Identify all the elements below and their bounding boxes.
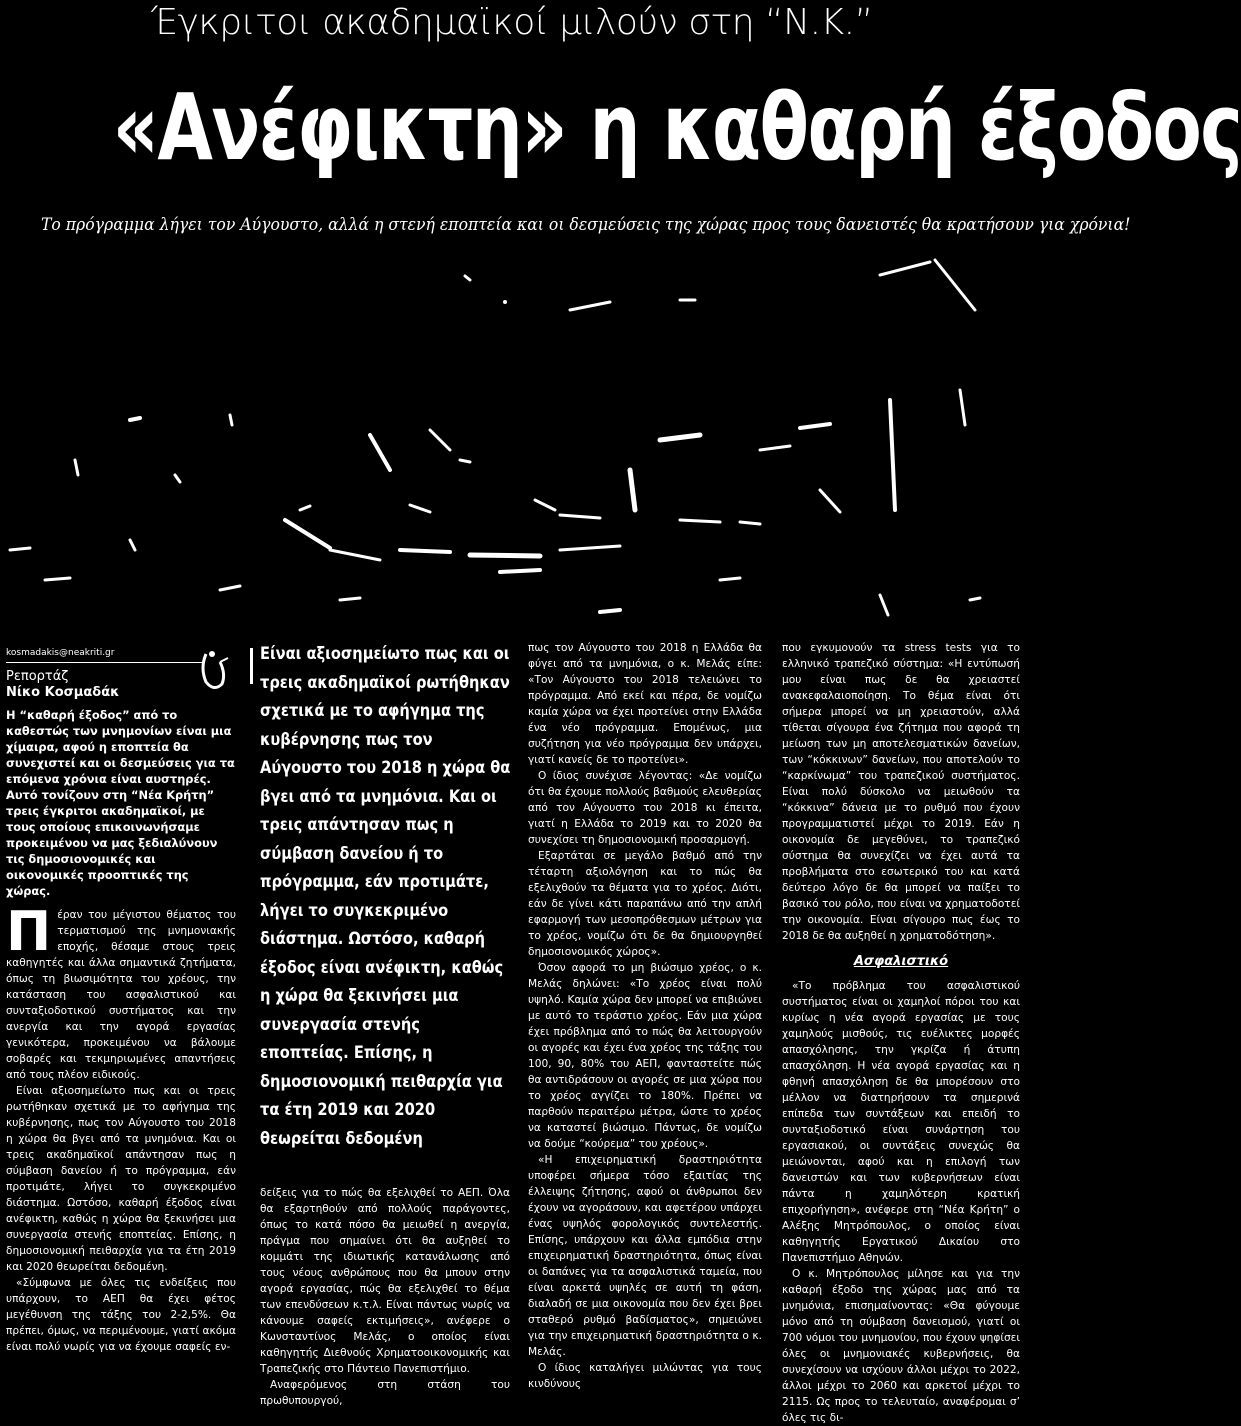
- body-paragraph: Αναφερόμενος στη στάση του πρωθυπουργού,: [260, 1379, 510, 1407]
- body-paragraph: Εξαρτάται σε μεγάλο βαθμό από την τέταρτη αξιολόγηση και το πώς θα εξελιχθούν τα θέματα για το χρέος. Διότι, εάν δε γίνει κάτι παραπάνω από την απλή εφαρμογή των μεσοπρόθεσμων μέτρων για το χρέος, νομίζω ότι δε θα δημιουργηθεί δημοσιονομικός χώρος».: [528, 850, 762, 958]
- section-heading: Ασφαλιστικό: [853, 954, 949, 969]
- body-paragraph: δείξεις για το πώς θα εξελιχθεί το ΑΕΠ. Όλα θα εξαρτηθούν από πολλούς παράγοντες, όπως το κατά πόσο θα μειωθεί η ανεργία, πράγμα που σημαίνει ότι θα αυξηθεί το κομμάτι της ιδιωτικής κατανάλωσης από τους νέους ανθρώπους που θα μπουν στην αγορά εργασίας, πώς θα εξελιχθεί το θέμα των επενδύσεων κ.τ.λ. Είναι πάντως νωρίς να κάνουμε σαφείς εκτιμήσεις», ανέφερε ο Κωνσταντίνος Μελάς, ο οποίος είναι καθηγητής Διεθνούς Χρηματοοικονομικής και Τραπεζικής στο Πάντειο Πανεπιστήμιο.: [260, 1187, 510, 1375]
- body-paragraph: «Η επιχειρηματική δραστηριότητα υποφέρει σήμερα τόσο εξαιτίας της έλλειψης ζήτησης, αφού οι άνθρωποι δεν έχουν να αγοράσουν, και αφετέρου υπάρχει ένας υψηλός φορολογικός συντελεστής. Επίσης, υπάρχουν και άλλα εμπόδια στην επιχειρηματική δραστηριότητα, όπως είναι οι δαπάνες για τα ασφαλιστικά ταμεία, που είναι αρκετά υψηλές σε αυτή τη φάση, διαλαδή σε μια οικονομία που δεν έχει βρει σταθερό ρυθμό βαδίσματος», σημειώνει για την επιχειρηματική δραστηριότητα ο κ. Μελάς.: [528, 1154, 762, 1358]
- byline-role: Ρεπορτάζ: [6, 669, 69, 684]
- column-1: [6, 645, 236, 1355]
- column-3: [528, 640, 762, 1392]
- body-paragraph: που εγκυμονούν τα stress tests για το ελληνικό τραπεζικό σύστημα: «Η εντύπωσή μου είναι πως δε θα χρειαστεί ανακεφαλαιοποίηση. Το θέμα είναι ότι σήμερα μπορεί να μη χρειαστούν, αλλά τίθεται σίγουρα ένα ζήτημα που αφορά τη μείωση των μη αποτελεσματικών δανείων, των “κόκκινων” δανείων, που αποτελούν το “καρκίνωμα” του τραπεζικού συστήματος. Είναι πολύ δύσκολο να μειωθούν τα “κόκκινα” δάνεια με το ρυθμό που έχουν προγραμματιστεί μέχρι το 2019. Εάν η οικονομία δε μεγεθύνει, το τραπεζικό σύστημα θα συνεχίζει να έχει αυτά τα προβλήματα στο εσωτερικό του και κατά δεύτερο λόγο δε θα μπορεί να παίξει το βασικό του ρόλο, που είναι να χρηματοδοτεί την οικονομία. Είναι σίγουρο πως έως το 2018 δε θα αυξηθεί η χρηματοδότηση».: [782, 642, 1020, 942]
- body-paragraph: Ο ίδιος συνέχισε λέγοντας: «Δε νομίζω ότι θα έχουμε πολλούς βαθμούς ελευθερίας από τον Αύγουστο του 2018 κι έπειτα, γιατί η Ελλάδα το 2019 και το 2020 θα συνεχίσει τη δημοσιονομική προσαρμογή.: [528, 770, 762, 846]
- body-paragraph: Όσον αφορά το μη βιώσιμο χρέος, ο κ. Μελάς δηλώνει: «Το χρέος είναι πολύ υψηλό. Καμία χώρα δεν μπορεί να επιβιώνει με αυτό το τεράστιο χρέος. Εάν μια χώρα έχει πρόβλημα από το πώς θα λειτουργούν οι αγορές και έχει ένα χρέος της τάξης του 100, 90, 80% του ΑΕΠ, φανταστείτε πώς θα αντιδράσουν οι αγορές σε μια χώρα που το χρέος αγγίζει το 180%. Πρέπει να παρθούν περαιτέρω μέτρα, ώστε το χρέος να καταστεί βιώσιμο. Πάντως, δε νομίζω να δούμε “κούρεμα” του χρέους».: [528, 962, 762, 1150]
- body-paragraph: Ο ίδιος καταλήγει μιλώντας για τους κινδύνους: [528, 1362, 762, 1390]
- body-paragraph: «Σύμφωνα με όλες τις ενδείξεις που υπάρχουν, το ΑΕΠ θα έχει φέτος μεγέθυνση της τάξης του 2-2,5%. Θα πρέπει, όμως, να περιμένουμε, γιατί ακόμα είναι πολύ νωρίς για να έχουμε σαφείς εν-: [6, 1277, 236, 1353]
- body-paragraph: Πέραν του μέγιστου θέματος του τερματισμού της μνημονιακής εποχής, θέσαμε στους τρεις καθηγητές και άλλα σημαντικά ζητήματα, όπως τη βιωσιμότητα του χρέους, την κατάσταση του ασφαλιστικού και συνταξιοδοτικού συστήματος και την ανεργία και την αγορά εργασίας γενικότερα, προκειμένου να βάλουμε σοβαρές και τεκμηριωμένες απαντήσεις από τους πλέον ειδικούς.: [6, 900, 236, 1081]
- pullquote-bar: [250, 648, 253, 684]
- body-paragraph: Ο κ. Μητρόπουλος μίλησε και για την καθαρή έξοδο της χώρας μας από τα μνημόνια, επισημαίνοντας: «Θα φύγουμε μόνο από τη σύμβαση δανεισμού, γιατί οι 700 νόμοι του μνημονίου, που έχουν ψηφίσει όλες οι μνημονιακές κυβερνήσεις, θα συνεχίσουν να ισχύουν άλλοι μέχρι το 2022, άλλοι μέχρι το 2060 και αρκετοί μέχρι το 2115. Ως προς το τελευταίο, αναφέρομαι σ’ όλες τις δι-: [782, 1268, 1020, 1424]
- body-paragraph: πως τον Αύγουστο του 2018 η Ελλάδα θα φύγει από τα μνημόνια, ο κ. Μελάς είπε: «Τον Αύγουστο του 2018 τελειώνει το πρόγραμμα. Από εκεί και πέρα, δε νομίζω καμία χώρα να έχει προτείνει στην Ελλάδα ένα νέο πρόγραμμα. Επομένως, μια συζήτηση για νέο πρόγραμμα δεν υπάρχει, γιατί κανείς δε το προτείνει».: [528, 642, 762, 766]
- byline-name: Νίκο Κοσμαδάκ: [6, 685, 120, 700]
- photo-area: [0, 250, 1024, 640]
- lead-paragraph: Η “καθαρή έξοδος” από το καθεστώς των μνημονίων είναι μια χίμαιρα, αφού η εποπτεία θα συνεχιστεί και οι δεσμεύσεις για τα επόμενα χρόνια είναι αυστηρές. Αυτό τονίζουν στη “Νέα Κρήτη” τρεις έγκριτοι ακαδημαϊκοί, με τους οποίους επικοινωνήσαμε προκειμένου να μας ξεδιαλύνουν τις δημοσιονομικές και οικονομικές προοπτικές της χώρας.: [6, 708, 235, 898]
- author-logo-icon: [196, 648, 232, 692]
- headline: «Ανέφικτη» η καθαρή έξοδος: [112, 74, 1241, 181]
- author-email: kosmadakis@neakriti.gr: [6, 645, 202, 663]
- body-paragraph: Είναι αξιοσημείωτο πως και οι τρεις ρωτήθηκαν σχετικά με το αφήγημα της κυβέρνησης, πως τον Αύγουστο του 2018 η χώρα θα βγει από τα μνημόνια. Και οι τρεις ακαδημαϊκοί απάντησαν πως η σύμβαση δανείου ή το πρόγραμμα, εάν προτιμάτε, λήγει το συγκεκριμένο διάστημα. Ωστόσο, καθαρή έξοδος είναι ανέφικτη, καθώς η χώρα θα ξεκινήσει μια συνεργασία στενής εποπτείας. Επίσης, η δημοσιονομική πειθαρχία για τα έτη 2019 και 2020 θεωρείται δεδομένη.: [6, 1085, 236, 1273]
- column-2: [260, 640, 510, 1409]
- pullquote: Είναι αξιοσημείωτο πως και οι τρεις ακαδημαϊκοί ρωτήθηκαν σχετικά με το αφήγημα της κυβέρνησης πως τον Αύγουστο του 2018 η χώρα θα βγει από τα μνημόνια. Και οι τρεις απάντησαν πως η σύμβαση δανείου ή το πρόγραμμα, εάν προτιμάτε, λήγει το συγκεκριμένο διάστημα. Ωστόσο, καθαρή έξοδος είναι ανέφικτη, καθώς η χώρα θα ξεκινήσει μια συνεργασία στενής εποπτείας. Επίσης, η δημοσιονομική πειθαρχία για τα έτη 2019 και 2020 θεωρείται δεδομένη: [260, 644, 511, 1149]
- drop-cap: Π: [6, 900, 52, 963]
- body-paragraph: «Το πρόβλημα του ασφαλιστικού συστήματος είναι οι χαμηλοί πόροι του και κυρίως η νέα αγορά εργασίας με τους χαμηλούς μισθούς, τις ευέλικτες μορφές απασχόλησης, την γκρίζα ή άτυπη απασχόληση. Η νέα αγορά εργασίας και η φθηνή απασχόληση δε θα μπορέσουν στο μέλλον να διατηρήσουν τα σημερινά επίπεδα των συντάξεων και επειδή το συνταξιοδοτικό είναι συνάρτηση του εργασιακού, οι συντάξεις συνεχώς θα μειώνονται, αφού και η επιλογή των δανειστών και των κυβερνήσεων είναι πάντα η χαμηλότερη κρατική επιχορήγηση», ανέφερε στη “Νέα Κρήτη” ο Αλέξης Μητρόπουλος, ο οποίος είναι καθηγητής Εργατικού Δικαίου στο Πανεπιστήμιο Αθηνών.: [782, 980, 1020, 1264]
- kicker: Έγκριτοι ακαδημαϊκοί μιλούν στη “Ν.Κ.”: [151, 2, 873, 43]
- column-4: [782, 640, 1020, 1426]
- subhead: Το πρόγραμμα λήγει τον Αύγουστο, αλλά η στενή εποπτεία και οι δεσμεύσεις της χώρας προς τους δανειστές θα κρατήσουν για χρόνια!: [40, 215, 1131, 235]
